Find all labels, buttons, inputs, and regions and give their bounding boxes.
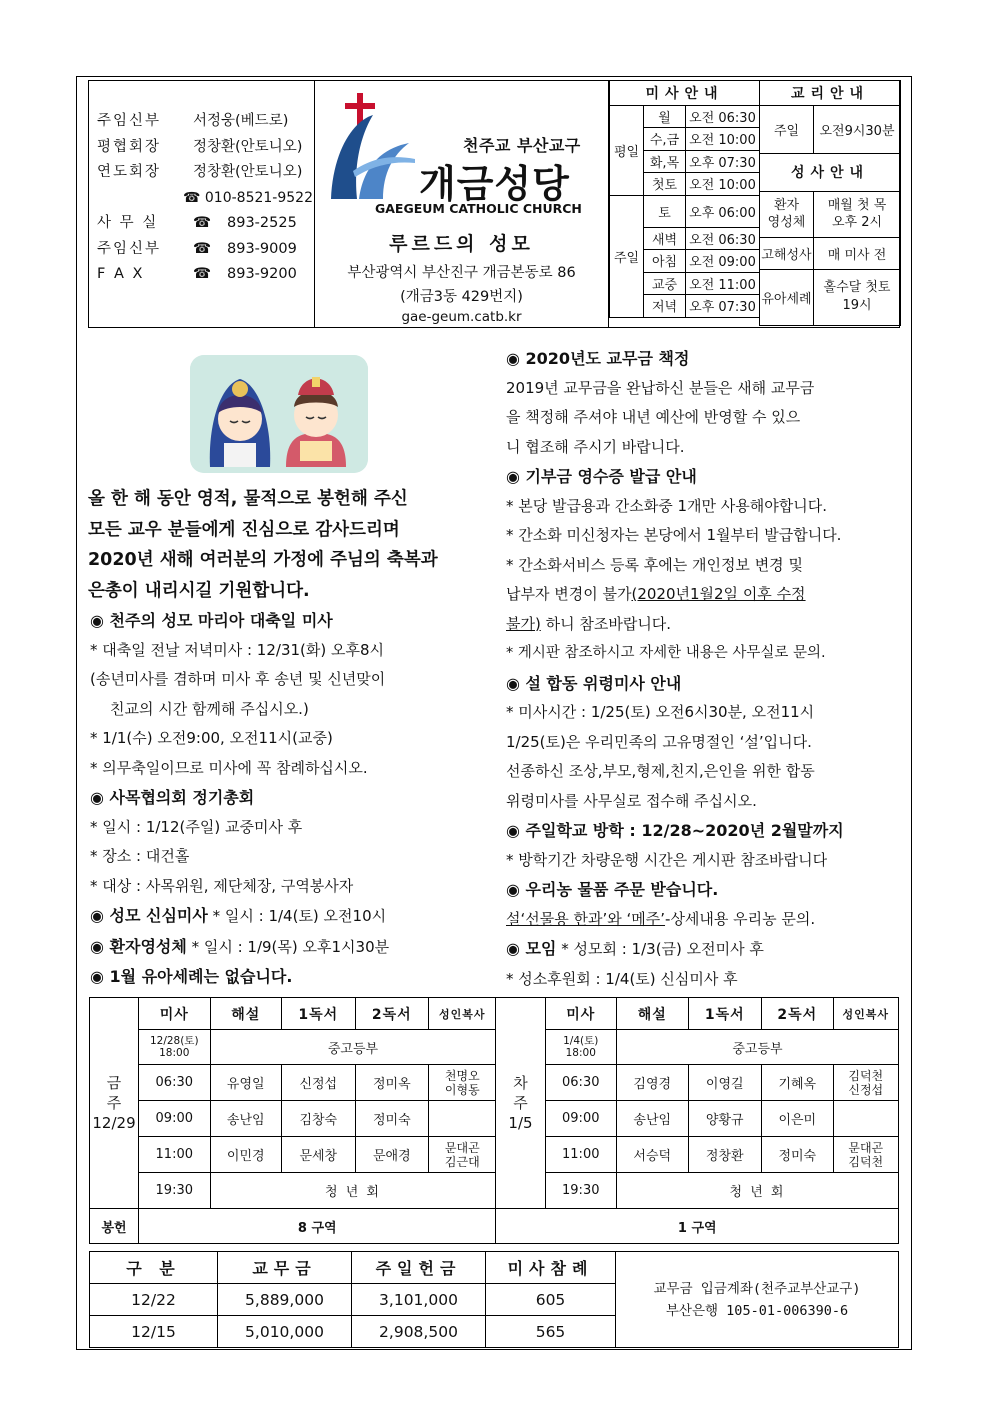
notice-line: 설‘선물용 한과’와 ‘메주’-상세내용 우리농 문의.: [506, 909, 816, 928]
notice-heading: ◉ 환자영성체: [90, 936, 187, 956]
group-cell: 청 년 회: [210, 1173, 496, 1209]
roster-cell: 기혜옥: [762, 1065, 834, 1101]
roster-cell: 송난임: [617, 1101, 689, 1137]
sacrament-title: 성사안내: [760, 153, 901, 191]
notice-line: 위령미사를 사무실로 접수해 주십시오.: [506, 791, 757, 810]
mass-day: 수,금: [644, 128, 686, 151]
roster-cell: 문애경: [355, 1137, 429, 1173]
roster-cell: 문대곤 김덕천: [833, 1137, 898, 1173]
notice-line: * 대축일 전날 저녁미사 : 12/31(화) 오후8시: [90, 640, 385, 659]
notice-line: 친교의 시간 함께해 주십시오.): [110, 699, 309, 718]
column-header: 성인복사: [429, 998, 496, 1030]
mass-time: 오후 07:30: [686, 150, 760, 173]
staff-row: 주임신부 서정웅(베드로): [97, 113, 289, 129]
group-cell: 중고등부: [210, 1030, 496, 1065]
sacrament-label: 고해성사: [760, 237, 814, 269]
notice-heading: ◉ 우리농 물품 주문 받습니다.: [506, 880, 719, 899]
notice-line: [90, 962, 500, 993]
notice-line: 납부자 변경이 불가(2020년1월2일 이후 수정: [506, 585, 806, 603]
contact-row: F A X ☎ 893-9200: [97, 262, 314, 288]
notice-line: * 간소화 미신청자는 본당에서 1월부터 발급합니다.: [506, 526, 842, 544]
website-link[interactable]: gae-geum.catb.kr: [401, 309, 522, 325]
column-header: 2독서: [762, 998, 834, 1030]
parish-english-name: GAEGEUM CATHOLIC CHURCH: [375, 201, 582, 216]
phone-icon: ☎: [193, 215, 212, 231]
column-header: 미사: [545, 998, 617, 1030]
column-header: 미사참례: [486, 1252, 616, 1284]
mass-schedule-table: [609, 80, 760, 318]
roster-cell: 천명오 이형동: [429, 1065, 496, 1101]
mass-day: 아침: [644, 250, 686, 273]
left-notices: [90, 606, 500, 993]
notice-line: * 성소후원회 : 1/4(토) 신심미사 후: [506, 969, 738, 988]
donation-next-week: 1 구역: [496, 1209, 899, 1244]
mass-time-cell: 11:00: [139, 1137, 211, 1173]
mass-time-cell: 1/4(토) 18:00: [545, 1030, 617, 1065]
notice-line: * 간소화서비스 등록 후에는 개인정보 변경 및: [506, 555, 803, 574]
address-line: 부산광역시 부산진구 개금본동로 86: [347, 265, 576, 281]
roster-cell: 정미옥: [355, 1065, 429, 1101]
staff-row: 연도회장 정창환(안토니오): [97, 164, 303, 180]
group-cell: 청 년 회: [617, 1173, 899, 1209]
right-notices: [506, 344, 906, 994]
contact-row: 주임신부 ☎ 893-9009: [97, 237, 314, 263]
mass-day: 첫토: [644, 173, 686, 196]
staff-contacts: [89, 81, 315, 327]
roster-cell: 유영일: [210, 1065, 282, 1101]
notice-heading: ◉ 모임: [506, 939, 557, 958]
notice-line: * 일시 : 1/12(주일) 교중미사 후: [90, 817, 303, 836]
column-header: 교무금: [218, 1252, 352, 1284]
parish-name: 개금성당: [419, 162, 570, 206]
roster-cell: 문대곤 김근대: [429, 1137, 496, 1173]
group-cell: 중고등부: [617, 1030, 899, 1065]
column-header: 주일헌금: [352, 1252, 486, 1284]
notice-line: 니 협조해 주시기 바랍니다.: [506, 437, 685, 456]
church-logo-icon: [323, 91, 415, 203]
column-header: 1독서: [688, 998, 762, 1030]
bulletin-header: [88, 80, 900, 328]
mass-time: 오전 06:30: [686, 227, 760, 250]
mass-day: 토: [644, 195, 686, 227]
notice-heading: ◉ 1월 유아세례는 없습니다.: [90, 967, 293, 986]
notice-line: ◉ 성모 신심미사 * 일시 : 1/4(토) 오전10시: [90, 906, 387, 925]
roster-cell: 문세창: [282, 1137, 356, 1173]
notice-line: ◉ 환자영성체 * 일시 : 1/9(목) 오후1시30분: [90, 936, 390, 956]
staff-row: 평협회장 정창환(안토니오): [97, 138, 303, 155]
notice-heading: ◉ 성모 신심미사: [90, 906, 208, 925]
mass-time: 오전 09:00: [686, 250, 760, 273]
notice-line: ◉ 모임 * 성모회 : 1/3(금) 오전미사 후: [506, 939, 764, 958]
notice-line: 2019년 교무금을 완납하신 분들은 새해 교무금: [506, 378, 815, 397]
mass-time: 오후 07:30: [686, 295, 760, 318]
roster-cell: [429, 1101, 496, 1137]
liturgy-roster-table: [89, 997, 899, 1244]
finance-cell: 2,908,500: [352, 1316, 486, 1348]
column-header: 구 분: [90, 1252, 218, 1284]
finance-cell: 12/22: [90, 1284, 218, 1316]
roster-cell: 정미숙: [355, 1101, 429, 1137]
notice-line: * 미사시간 : 1/25(토) 오전6시30분, 오전11시: [506, 703, 815, 721]
notice-line: 선종하신 조상,부모,형제,친지,은인을 위한 합동: [506, 762, 815, 780]
roster-cell: 양황규: [688, 1101, 762, 1137]
roster-cell: 이은미: [762, 1101, 834, 1137]
notice-line: * 방학기간 차량운행 시간은 게시판 참조바랍니다: [506, 850, 828, 869]
sacrament-value: 홀수달 첫토 19시: [814, 269, 901, 325]
sacrament-value: 매 미사 전: [814, 237, 901, 269]
mass-day: 저녁: [644, 295, 686, 318]
contact-row: 사 무 실 ☎ 893-2525: [97, 211, 314, 237]
mass-day: 교중: [644, 272, 686, 295]
finance-table: [89, 1251, 899, 1348]
parish-patron: 루르드의 성모: [389, 233, 534, 255]
roster-cell: 정미숙: [762, 1137, 834, 1173]
greeting-message: 올 한 해 동안 영적, 물적으로 봉헌해 주신 모든 교우 분들에게 진심으로 감사드리며 2020년 새해 여러분의 가정에 주님의 축복과 은총이 내리시길 기원합니다.: [88, 489, 438, 601]
catechism-table: [759, 80, 901, 326]
notice-heading: ◉ 2020년도 교무금 책정: [506, 349, 690, 368]
notice-line: 1/25(토)은 우리민족의 고유명절인 ‘설’입니다.: [506, 732, 812, 751]
notice-heading: ◉ 천주의 성모 마리아 대축일 미사: [90, 611, 333, 630]
mass-time-cell: 09:00: [139, 1101, 211, 1137]
mass-time-cell: 06:30: [545, 1065, 617, 1101]
mass-day: 새벽: [644, 227, 686, 250]
roster-cell: 정창환: [688, 1137, 762, 1173]
mass-time: 오전 06:30: [686, 105, 760, 128]
mass-time-cell: 09:00: [545, 1101, 617, 1137]
diocese-name: 천주교 부산교구: [463, 136, 581, 155]
roster-cell: 이민경: [210, 1137, 282, 1173]
mass-time-cell: 19:30: [545, 1173, 617, 1209]
finance-cell: 5,010,000: [218, 1316, 352, 1348]
roster-cell: 김덕천 신정섭: [833, 1065, 898, 1101]
roster-cell: 김영경: [617, 1065, 689, 1101]
notice-line: * 장소 : 대건홀: [90, 847, 190, 865]
notice-heading: ◉ 주일학교 방학 : 12/28~2020년 2월말까지: [506, 821, 844, 840]
notice-line: 을 책정해 주셔야 내년 예산에 반영할 수 있으: [506, 408, 801, 426]
donation-this-week: 8 구역: [139, 1209, 496, 1244]
mass-time: 오전 11:00: [686, 272, 760, 295]
notice-line: * 대상 : 사목위원, 제단체장, 구역봉사자: [90, 876, 354, 895]
notice-line: * 게시판 참조하시고 자세한 내용은 사무실로 문의.: [506, 645, 826, 661]
column-header: 해설: [210, 998, 282, 1030]
address-line: (개금3동 429번지): [400, 289, 523, 305]
phone-icon: ☎: [193, 240, 212, 257]
fax-icon: ☎: [193, 266, 212, 282]
next-week-label: 차 주 1/5: [496, 998, 545, 1209]
column-header: 성인복사: [833, 998, 898, 1030]
column-header: 1독서: [282, 998, 356, 1030]
mass-day: 화,목: [644, 150, 686, 173]
sacrament-label: 환자 영성체: [760, 191, 814, 237]
mass-time: 오전 10:00: [686, 173, 760, 196]
roster-cell: 이영길: [688, 1065, 762, 1101]
mass-time-cell: 11:00: [545, 1137, 617, 1173]
finance-cell: 5,889,000: [218, 1284, 352, 1316]
notice-line: * 본당 발급용과 간소화중 1개만 사용해야합니다.: [506, 496, 827, 515]
column-header: 해설: [617, 998, 689, 1030]
sacrament-label: 유아세례: [760, 269, 814, 325]
sunday-label: 주일: [610, 195, 644, 317]
account-info: 교무금 입금계좌(천주교부산교구) 부산은행 105-01-006390-6: [616, 1252, 899, 1348]
mass-time-cell: 12/28(토) 18:00: [139, 1030, 211, 1065]
sacrament-value: 매월 첫 목 오후 2시: [814, 191, 901, 237]
mass-time: 오후 06:00: [686, 195, 760, 227]
finance-cell: 3,101,000: [352, 1284, 486, 1316]
finance-cell: 12/15: [90, 1316, 218, 1348]
parish-identity: [315, 81, 609, 327]
mass-day: 월: [644, 105, 686, 128]
mass-time-cell: 19:30: [139, 1173, 211, 1209]
roster-cell: 김창숙: [282, 1101, 356, 1137]
catechism-title: 교리안내: [760, 80, 901, 105]
notice-line: * 의무축일이므로 미사에 꼭 참례하십시오.: [90, 758, 368, 777]
column-header: 2독서: [355, 998, 429, 1030]
notice-heading: ◉ 기부금 영수증 발급 안내: [506, 467, 697, 486]
new-year-children-illustration: [190, 355, 368, 473]
roster-cell: [833, 1101, 898, 1137]
notice-line: 불가) 하니 참조바랍니다.: [506, 614, 672, 633]
roster-cell: 송난임: [210, 1101, 282, 1137]
chair-phone: ☎ 010-8521-9522: [183, 189, 313, 206]
catechism-day: 주일: [760, 105, 814, 153]
mass-time-cell: 06:30: [139, 1065, 211, 1101]
roster-cell: 서승덕: [617, 1137, 689, 1173]
mass-guide-title: 미사안내: [610, 80, 760, 105]
finance-cell: 605: [486, 1284, 616, 1316]
notice-heading: ◉ 사목협의회 정기총회: [90, 788, 255, 807]
donation-label: 봉헌: [90, 1209, 139, 1244]
this-week-label: 금 주 12/29: [90, 998, 139, 1209]
notice-line: * 1/1(수) 오전9:00, 오전11시(교중): [90, 729, 333, 747]
weekday-label: 평일: [610, 105, 644, 195]
notice-line: (송년미사를 겸하며 미사 후 송년 및 신년맞이: [90, 670, 386, 688]
roster-cell: 신정섭: [282, 1065, 356, 1101]
finance-cell: 565: [486, 1316, 616, 1348]
mass-time: 오전 10:00: [686, 128, 760, 151]
catechism-time: 오전9시30분: [814, 105, 901, 153]
notice-heading: ◉ 설 합동 위령미사 안내: [506, 673, 682, 693]
column-header: 미사: [139, 998, 211, 1030]
